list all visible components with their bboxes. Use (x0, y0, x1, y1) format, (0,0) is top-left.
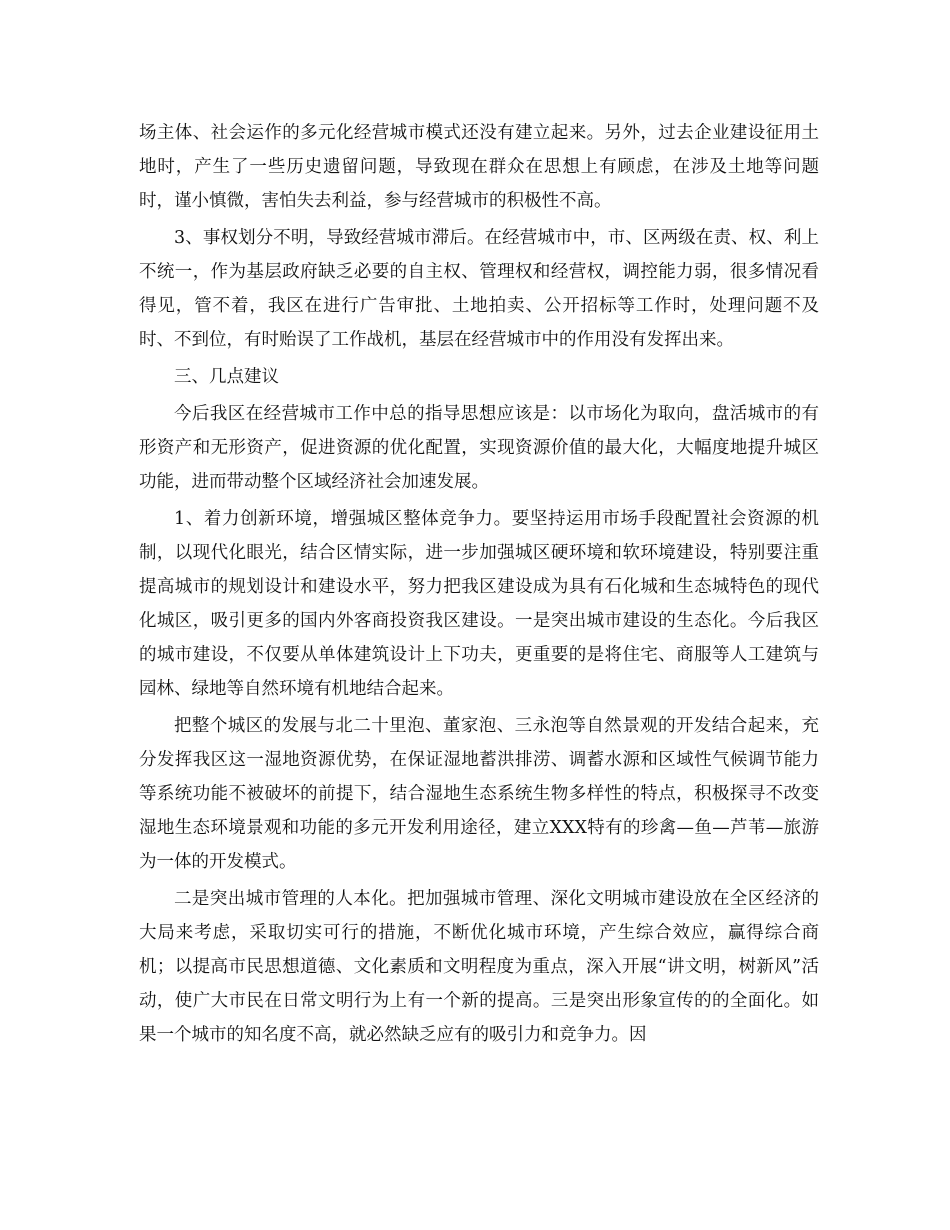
paragraph: 场主体、社会运作的多元化经营城市模式还没有建立起来。另外，过去企业建设征用土地时，产生了一些历史遗留问题，导致现在群众在思想上有顾虑，在涉及土地等问题时，谨小慎微，害怕失去利益，参与经营城市的积极性不高。 (139, 123, 819, 211)
paragraph: 3、事权划分不明，导致经营城市滞后。在经营城市中，市、区两级在责、权、利上不统一，作为基层政府缺乏必要的自主权、管理权和经营权，调控能力弱，很多情况看得见，管不着，我区在进行广告审批、土地拍卖、公开招标等工作时，处理问题不及时、不到位，有时贻误了工作战机，基层在经营城市中的作用没有发挥出来。 (139, 228, 819, 350)
paragraph: 把整个城区的发展与北二十里泡、董家泡、三永泡等自然景观的开发结合起来，充分发挥我区这一湿地资源优势，在保证湿地蓄洪排涝、调蓄水源和区域性气候调节能力等系统功能不被破坏的前提下，结合湿地生态系统生物多样性的特点，积极探寻不改变湿地生态环境景观和功能的多元开发利用途径，建立XXX特有的珍禽—鱼—芦苇—旅游为一体的开发模式。 (139, 716, 819, 872)
paragraph: 二是突出城市管理的人本化。把加强城市管理、深化文明城市建设放在全区经济的大局来考虑，采取切实可行的措施，不断优化城市环境，产生综合效应，赢得综合商机；以提高市民思想道德、文化素质和文明程度为重点，深入开展“讲文明，树新风”活动，使广大市民在日常文明行为上有一个新的提高。三是突出形象宣传的的全面化。如果一个城市的知名度不高，就必然缺乏应有的吸引力和竞争力。因 (139, 889, 819, 1045)
document-body (139, 116, 819, 1055)
paragraph: 今后我区在经营城市工作中总的指导思想应该是：以市场化为取向，盘活城市的有形资产和无形资产，促进资源的优化配置，实现资源价值的最大化，大幅度地提升城区功能，进而带动整个区域经济社会加速发展。 (139, 404, 819, 492)
paragraph: 1、着力创新环境，增强城区整体竞争力。要坚持运用市场手段配置社会资源的机制，以现代化眼光，结合区情实际，进一步加强城区硬环境和软环境建设，特别要注重提高城市的规划设计和建设水平，努力把我区建设成为具有石化城和生态城特色的现代化城区，吸引更多的国内外客商投资我区建设。一是突出城市建设的生态化。今后我区的城市建设，不仅要从单体建筑设计上下功夫，更重要的是将住宅、商服等人工建筑与园林、绿地等自然环境有机地结合起来。 (139, 509, 819, 699)
section-heading: 三、几点建议 (174, 367, 279, 387)
